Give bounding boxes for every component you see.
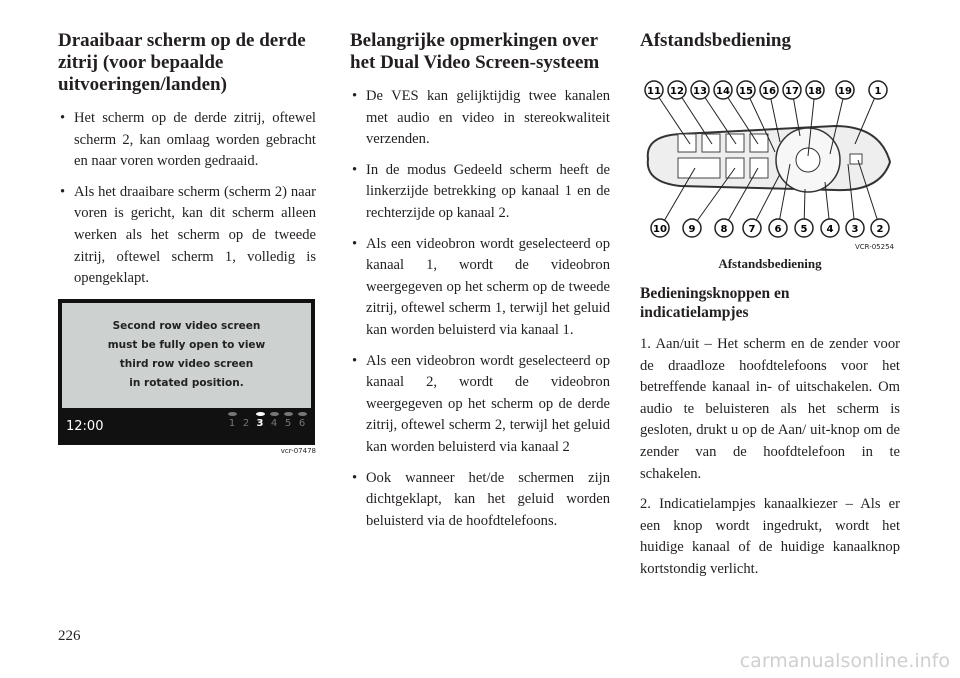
figure-caption: Afstandsbediening bbox=[718, 256, 822, 271]
bullet-item: • Als het draaibare scherm (scherm 2) naar voren is gericht, kan dit scherm alleen werken als het scherm op de tweede zitrij, oftewel scherm 1, volledig is opengeklapt. bbox=[58, 182, 316, 290]
bullet-item: • Als een videobron wordt geselecteerd op kanaal 2, wordt de videobron weergegeven op het scherm op de derde zitrij, oftewel scherm 2, terwijl het geluid kan worden beluisterd via kanaal 2 bbox=[350, 351, 610, 459]
callout-number: 7 bbox=[748, 224, 756, 235]
callout-number: 4 bbox=[826, 224, 834, 235]
section-title: Belangrijke opmerkingen over het Dual Video Screen-systeem bbox=[350, 30, 600, 73]
channel-indicators bbox=[227, 412, 307, 429]
callout-number: 11 bbox=[647, 86, 661, 97]
section-title: Draaibaar scherm op de derde zitrij (voor bepaalde uitvoeringen/landen) bbox=[58, 30, 306, 95]
channel-active: 3 bbox=[255, 412, 265, 429]
middle-column bbox=[350, 30, 610, 541]
callout-number: 12 bbox=[670, 86, 684, 97]
screen-line: Second row video screen bbox=[112, 320, 261, 333]
callout-number: 1 bbox=[874, 86, 882, 97]
remote-control-illustration bbox=[640, 64, 900, 242]
callout-number: 17 bbox=[785, 86, 799, 97]
paragraph: 1. Aan/uit – Het scherm en de zender voor de draadloze hoofdtelefoons voor het betreffende kanaal in- of uitschakelen. Om audio te beluisteren als het scherm is gesloten, drukt u op de Aan/ uit-knop om de zender van de hoofdtelefoon in te schakelen. bbox=[640, 336, 900, 482]
watermark: carmanualsonline.info bbox=[739, 650, 950, 672]
section-title: Afstandsbediening bbox=[640, 30, 791, 51]
callout-number: 5 bbox=[800, 224, 808, 235]
bullet-item: • In de modus Gedeeld scherm heeft de linkerzijde betrekking op kanaal 1 en de rechterzijde op kanaal 2. bbox=[350, 160, 610, 225]
callout-number: 19 bbox=[838, 86, 852, 97]
callout-number: 8 bbox=[720, 224, 728, 235]
bullet-item: • De VES kan gelijktijdig twee kanalen met audio en video in stereokwaliteit verzenden. bbox=[350, 86, 610, 151]
screen-clock: 12:00 bbox=[66, 418, 104, 434]
callout-number: 13 bbox=[693, 86, 707, 97]
callout-number: 6 bbox=[774, 224, 782, 235]
screen-line: in rotated position. bbox=[129, 377, 244, 390]
callout-number: 2 bbox=[876, 224, 884, 235]
callout-number: 10 bbox=[653, 224, 667, 235]
callout-number: 18 bbox=[808, 86, 822, 97]
callout-number: 16 bbox=[762, 86, 776, 97]
screen-line: must be fully open to view bbox=[107, 339, 266, 352]
bullet-item: • Als een videobron wordt geselecteerd op kanaal 1, wordt de videobron weergegeven op het scherm op de tweede zitrij, oftewel scherm 1, terwijl het geluid kan worden beluisterd via kanaal 1. bbox=[350, 234, 610, 342]
page-number: 226 bbox=[58, 628, 81, 644]
figure-code: VCR-05254 bbox=[854, 243, 894, 251]
screen-line: third row video screen bbox=[119, 358, 254, 371]
callout-number: 9 bbox=[688, 224, 696, 235]
channel: 1 bbox=[227, 412, 237, 429]
bullet-item: • Het scherm op de derde zitrij, oftewel scherm 2, kan omlaag worden gebracht en naar voren worden gedraaid. bbox=[58, 108, 316, 173]
callout-number: 15 bbox=[739, 86, 753, 97]
bullet-item: • Ook wanneer het/de schermen zijn dichtgeklapt, kan het geluid worden beluisterd via de hoofdtelefoons. bbox=[350, 468, 610, 533]
paragraph: 2. Indicatielampjes kanaalkiezer – Als er een knop wordt ingedrukt, wordt het huidige kanaal of de huidige kanaalknop kortstondig verlicht. bbox=[640, 496, 900, 577]
callout-number: 3 bbox=[851, 224, 859, 235]
channel: 6 bbox=[297, 412, 307, 429]
channel: 4 bbox=[269, 412, 279, 429]
channel: 5 bbox=[283, 412, 293, 429]
remote-figure bbox=[640, 64, 900, 272]
subsection-title: Bedieningsknoppen en indicatielampjes bbox=[640, 285, 790, 321]
channel: 2 bbox=[242, 417, 250, 429]
figure-code: vcr-07478 bbox=[280, 446, 316, 455]
screen-image bbox=[58, 299, 315, 445]
left-column bbox=[58, 30, 316, 455]
callout-number: 14 bbox=[716, 86, 730, 97]
right-column bbox=[640, 30, 900, 590]
